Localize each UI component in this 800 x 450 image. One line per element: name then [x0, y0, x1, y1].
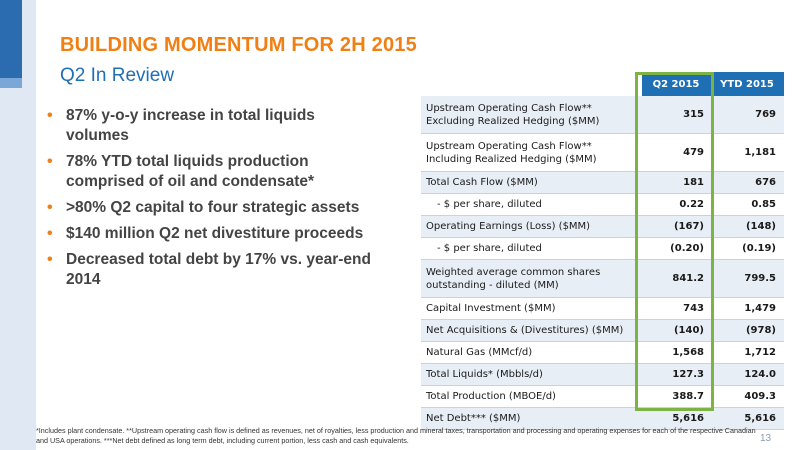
row-label: - $ per share, diluted: [421, 238, 642, 260]
bullet-item: [44, 198, 379, 218]
bullet-text: 78% YTD total liquids production comprised of oil and condensate*: [66, 153, 315, 190]
table-row: [421, 342, 784, 364]
row-label: Weighted average common shares outstanding - diluted (MM): [421, 260, 642, 298]
bullet-item: [44, 152, 379, 192]
bullet-dot-icon: •: [47, 153, 53, 170]
q2-value: (140): [642, 320, 710, 342]
bullet-dot-icon: •: [47, 107, 53, 124]
table-row: [421, 134, 784, 172]
bullet-dot-icon: •: [47, 199, 53, 216]
q2-value: 743: [642, 298, 710, 320]
bullet-dot-icon: •: [47, 225, 53, 242]
table-header-row: [421, 72, 784, 96]
table-row: [421, 96, 784, 134]
bullet-list: [44, 106, 379, 296]
ytd-value: 799.5: [710, 260, 784, 298]
table-row: [421, 194, 784, 216]
sidebar-accent-block: [0, 0, 22, 78]
row-label: Upstream Operating Cash Flow** Including Realized Hedging ($MM): [421, 134, 642, 172]
column-header-ytd: YTD 2015: [710, 72, 784, 96]
ytd-value: (148): [710, 216, 784, 238]
ytd-value: 1,479: [710, 298, 784, 320]
q2-value: (0.20): [642, 238, 710, 260]
bullet-text: $140 million Q2 net divestiture proceeds: [66, 225, 364, 242]
bullet-dot-icon: •: [47, 251, 53, 268]
table-row: [421, 172, 784, 194]
row-label: Total Liquids* (Mbbls/d): [421, 364, 642, 386]
table-row: [421, 298, 784, 320]
row-label: Net Acquisitions & (Divestitures) ($MM): [421, 320, 642, 342]
table-row: [421, 260, 784, 298]
ytd-value: 769: [710, 96, 784, 134]
ytd-value: (978): [710, 320, 784, 342]
table-header-blank: [421, 72, 642, 96]
q2-value: 127.3: [642, 364, 710, 386]
ytd-value: 5,616: [710, 408, 784, 430]
table-row: [421, 386, 784, 408]
q2-value: 388.7: [642, 386, 710, 408]
ytd-value: 1,712: [710, 342, 784, 364]
row-label: Capital Investment ($MM): [421, 298, 642, 320]
sidebar-accent-stripe: [0, 78, 22, 88]
row-label: Upstream Operating Cash Flow** Excluding Realized Hedging ($MM): [421, 96, 642, 134]
slide-subtitle: Q2 In Review: [60, 65, 175, 86]
table-row: [421, 216, 784, 238]
ytd-value: 1,181: [710, 134, 784, 172]
row-label: Total Cash Flow ($MM): [421, 172, 642, 194]
financial-summary-table: [421, 72, 784, 430]
q2-value: 841.2: [642, 260, 710, 298]
q2-value: 315: [642, 96, 710, 134]
row-label: Operating Earnings (Loss) ($MM): [421, 216, 642, 238]
row-label: Total Production (MBOE/d): [421, 386, 642, 408]
ytd-value: 409.3: [710, 386, 784, 408]
ytd-value: 0.85: [710, 194, 784, 216]
bullet-item: [44, 250, 379, 290]
table-row: [421, 238, 784, 260]
footnote: *Includes plant condensate. **Upstream operating cash flow is defined as revenues, net of royalties, less production and mineral taxes, transportation and processing and operating expenses for each of the respective Canadian and USA operations. ***Net debt defined as long term debt, including current portion, less cash and cash equivalents.: [36, 426, 756, 445]
column-header-q2: Q2 2015: [642, 72, 710, 96]
table-row: [421, 364, 784, 386]
slide-title: BUILDING MOMENTUM FOR 2H 2015: [60, 34, 417, 56]
bullet-item: [44, 106, 379, 146]
q2-value: 479: [642, 134, 710, 172]
bullet-item: [44, 224, 379, 244]
q2-value: 1,568: [642, 342, 710, 364]
bullet-text: 87% y-o-y increase in total liquids volumes: [66, 107, 315, 144]
q2-value: 5,616: [642, 408, 710, 430]
q2-value: 181: [642, 172, 710, 194]
row-label: Net Debt*** ($MM): [421, 408, 642, 430]
row-label: - $ per share, diluted: [421, 194, 642, 216]
table-row: [421, 320, 784, 342]
bullet-text: Decreased total debt by 17% vs. year-end 2014: [66, 251, 371, 288]
ytd-value: (0.19): [710, 238, 784, 260]
page-number: 13: [760, 433, 772, 444]
q2-value: 0.22: [642, 194, 710, 216]
q2-value: (167): [642, 216, 710, 238]
row-label: Natural Gas (MMcf/d): [421, 342, 642, 364]
ytd-value: 676: [710, 172, 784, 194]
bullet-text: >80% Q2 capital to four strategic assets: [66, 199, 360, 216]
ytd-value: 124.0: [710, 364, 784, 386]
